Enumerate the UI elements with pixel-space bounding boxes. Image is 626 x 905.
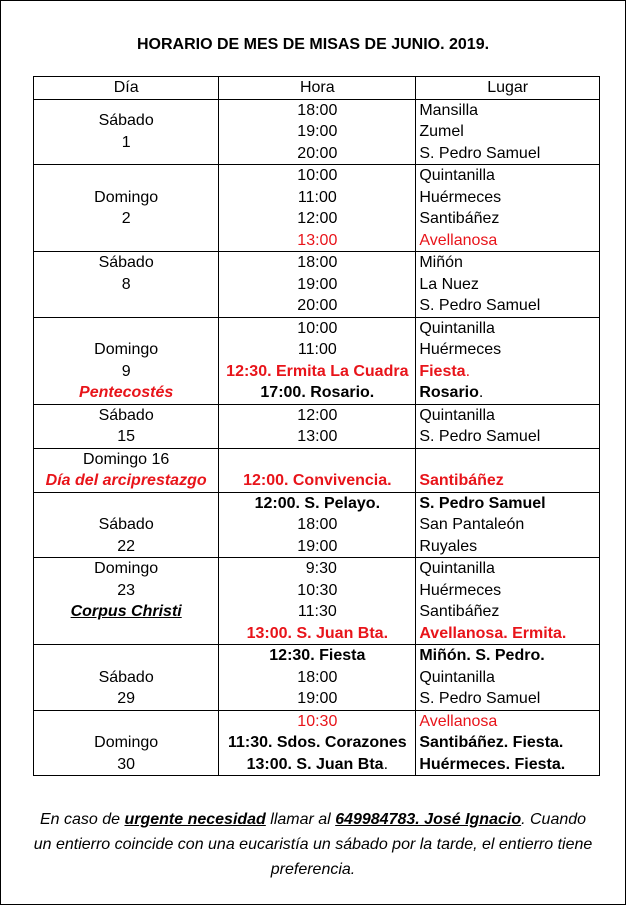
hora-text: 18:00 (297, 516, 338, 533)
hora-line (219, 754, 415, 776)
dia-text: Sábado (98, 668, 154, 686)
dia-text: Domingo (94, 188, 159, 206)
lugar-text: Santibáñez. Fiesta. (419, 734, 564, 751)
hora-text: 12:00 (297, 406, 338, 424)
hora-cell (219, 252, 416, 318)
dia-cell (34, 448, 219, 492)
lugar-cell (416, 252, 600, 318)
lugar-cell (416, 99, 600, 165)
lugar-line (419, 361, 599, 383)
hora-text: 20:00 (297, 144, 338, 162)
lugar-text: Huérmeces (419, 581, 502, 599)
dia-text: 30 (117, 755, 136, 773)
hora-text: 12:30. Fiesta (269, 647, 366, 664)
note-text: En caso de (39, 811, 125, 828)
lugar-cell (416, 492, 600, 558)
hora-text: 13:00. S. Juan Bta. (246, 624, 389, 642)
lugar-text: Rosario (419, 384, 479, 401)
lugar-cell (416, 710, 600, 776)
hora-text: 11:00 (297, 341, 337, 358)
hora-text: 18:00 (297, 254, 338, 271)
lugar-text: Huérmeces (419, 341, 502, 358)
dia-cell (34, 558, 219, 645)
lugar-text: Quintanilla (419, 319, 495, 337)
hora-text: 13:00 (297, 231, 338, 249)
hora-text: 12:30. Ermita La Cuadra (226, 362, 409, 380)
hora-text: 12:00. S. Pelayo. (254, 494, 381, 512)
dia-text: 1 (121, 133, 131, 151)
hora-cell (219, 404, 416, 448)
lugar-punct: . (465, 362, 471, 380)
dia-feast-label: Corpus Christi (70, 603, 182, 620)
lugar-text: Avellanosa (419, 712, 498, 730)
lugar-text: S. Pedro Samuel (419, 690, 541, 707)
dia-text: Domingo (94, 341, 159, 358)
dia-cell (34, 252, 219, 318)
dia-text: 15 (117, 428, 136, 445)
lugar-text: S. Pedro Samuel (419, 494, 546, 512)
hora-text: 12:00 (297, 210, 338, 227)
lugar-text: San Pantaleón (419, 516, 525, 533)
lugar-text: Zumel (419, 123, 464, 140)
dia-text: 29 (117, 690, 136, 707)
table-row (34, 317, 600, 404)
table-row (34, 165, 600, 252)
lugar-cell (416, 645, 600, 711)
hora-cell (219, 645, 416, 711)
lugar-text: Santibáñez (419, 210, 500, 227)
lugar-line (419, 382, 599, 404)
dia-text: Domingo (94, 734, 159, 751)
lugar-text: Quintanilla (419, 406, 495, 424)
lugar-text: Fiesta (419, 362, 466, 380)
dia-cell (34, 492, 219, 558)
table-row (34, 492, 600, 558)
lugar-text: S. Pedro Samuel (419, 428, 541, 445)
lugar-cell (416, 448, 600, 492)
hora-text: 11:00 (297, 188, 337, 206)
dia-cell (34, 645, 219, 711)
lugar-text: S. Pedro Samuel (419, 144, 541, 162)
dia-text: Domingo 16 (83, 450, 170, 468)
dia-text: 2 (121, 210, 131, 227)
dia-cell (34, 165, 219, 252)
hora-text: 9:30 (305, 560, 337, 577)
hora-text: 18:00 (297, 101, 338, 119)
hora-text: 10:30 (297, 581, 338, 599)
header-dia: Día (34, 77, 219, 100)
dia-text: Sábado (98, 254, 154, 271)
hora-text: 13:00 (297, 428, 338, 445)
table-row (34, 252, 600, 318)
hora-text: 19:00 (297, 690, 338, 707)
note-contact: 649984783. José Ignacio (335, 811, 522, 828)
dia-text: 23 (117, 581, 136, 599)
lugar-text: La Nuez (419, 275, 479, 293)
hora-text: 19:00 (297, 537, 338, 555)
dia-text: 8 (121, 275, 131, 293)
hora-text: 10:30 (297, 712, 338, 730)
schedule-table (33, 76, 600, 776)
lugar-text: Huérmeces. Fiesta. (419, 755, 566, 773)
hora-text: 20:00 (297, 297, 338, 314)
header-hora: Hora (219, 77, 416, 100)
lugar-text: Quintanilla (419, 668, 495, 686)
lugar-text: Miñón (419, 254, 463, 271)
hora-text: 11:30. Sdos. Corazones (227, 734, 407, 751)
lugar-cell (416, 558, 600, 645)
lugar-text: Ruyales (419, 537, 478, 555)
hora-cell (219, 317, 416, 404)
hora-cell (219, 710, 416, 776)
hora-cell (219, 165, 416, 252)
lugar-text: Avellanosa. Ermita. (419, 624, 567, 642)
note-text: . Cuando un entierro coincide con una eucaristía un sábado por la tarde, el entierro tiene preferencia. (33, 811, 593, 878)
dia-text: 22 (117, 537, 136, 555)
lugar-punct: . (478, 384, 484, 401)
lugar-cell (416, 317, 600, 404)
lugar-text: Santibáñez (419, 603, 500, 620)
hora-text: 13:00. S. Juan Bta (246, 755, 384, 773)
table-row (34, 99, 600, 165)
dia-feast-label: Pentecostés (79, 384, 174, 401)
hora-text: 10:00 (297, 167, 338, 184)
lugar-cell (416, 165, 600, 252)
table-row (34, 710, 600, 776)
hora-cell (219, 99, 416, 165)
dia-cell (34, 317, 219, 404)
table-row (34, 448, 600, 492)
hora-text: 11:30 (297, 603, 337, 620)
lugar-cell (416, 404, 600, 448)
table-row (34, 404, 600, 448)
dia-cell (34, 710, 219, 776)
hora-text: 17:00. Rosario. (260, 384, 375, 401)
note-emphasis: urgente necesidad (124, 811, 266, 828)
lugar-text: Huérmeces (419, 188, 502, 206)
note-text: llamar al (265, 811, 336, 828)
lugar-text: Santibáñez (419, 472, 504, 489)
hora-cell (219, 558, 416, 645)
dia-cell (34, 404, 219, 448)
hora-punct: . (383, 755, 389, 773)
lugar-text: Quintanilla (419, 560, 495, 577)
footer-note (30, 807, 596, 882)
dia-text: Domingo (94, 560, 159, 577)
header-lugar: Lugar (416, 77, 600, 100)
dia-feast-label: Día del arciprestazgo (45, 472, 207, 489)
dia-text: Sábado (98, 406, 154, 424)
lugar-text: Mansilla (419, 101, 479, 119)
lugar-text: Miñón. S. Pedro. (419, 647, 545, 664)
dia-text: 9 (121, 362, 131, 380)
table-row (34, 558, 600, 645)
dia-text: Sábado (98, 112, 154, 130)
page-title: HORARIO DE MES DE MISAS DE JUNIO. 2019. (136, 36, 490, 53)
hora-cell (219, 448, 416, 492)
table-row (34, 645, 600, 711)
hora-text: 19:00 (297, 123, 338, 140)
dia-cell (34, 99, 219, 165)
hora-text: 10:00 (297, 319, 338, 337)
lugar-text: Avellanosa (419, 231, 498, 249)
hora-cell (219, 492, 416, 558)
lugar-text: S. Pedro Samuel (419, 297, 541, 314)
lugar-text: Quintanilla (419, 167, 495, 184)
header-row (34, 77, 600, 100)
hora-text: 19:00 (297, 275, 338, 293)
hora-text: 18:00 (297, 668, 338, 686)
hora-text: 12:00. Convivencia. (243, 472, 392, 489)
dia-text: Sábado (98, 516, 154, 533)
